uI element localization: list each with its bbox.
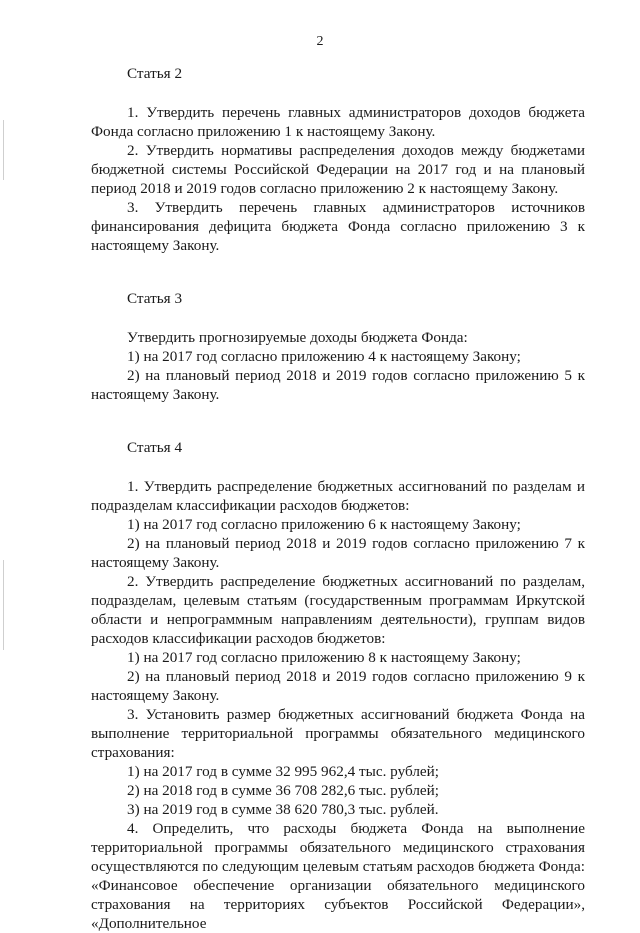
scan-edge-mark	[3, 560, 4, 650]
article-4-paragraph-4: 4. Определить, что расходы бюджета Фонда на выполнение территориальной программы обязательного медицинского страхования осуществляются по следующим целевым статьям расходов бюджета Фонда: «Финансовое обеспечение организации обязательного медицинского страхования на территориях субъектов Российской Федерации», «Дополнительное	[91, 820, 585, 932]
page-number: 2	[316, 34, 324, 49]
article-4-paragraph-2-item-2: 2) на плановый период 2018 и 2019 годов согласно приложению 9 к настоящему Закону.	[91, 668, 585, 704]
document-body	[91, 64, 585, 933]
article-2-item-3: 3. Утвердить перечень главных администраторов источников финансирования дефицита бюджета Фонда согласно приложению 3 к настоящему Закону.	[91, 199, 585, 254]
article-3-intro: Утвердить прогнозируемые доходы бюджета Фонда:	[127, 329, 468, 346]
article-2-heading: Статья 2	[127, 65, 183, 82]
article-4-paragraph-3: 3. Установить размер бюджетных ассигнований бюджета Фонда на выполнение территориальной программы обязательного медицинского страхования:	[91, 706, 585, 761]
article-3-item-1: 1) на 2017 год согласно приложению 4 к настоящему Закону;	[127, 348, 521, 365]
article-4-paragraph-3-item-2: 2) на 2018 год в сумме 36 708 282,6 тыс. рублей;	[127, 782, 439, 799]
article-4-paragraph-3-item-1: 1) на 2017 год в сумме 32 995 962,4 тыс. рублей;	[127, 763, 439, 780]
scan-edge-mark	[3, 120, 4, 180]
article-4-paragraph-2: 2. Утвердить распределение бюджетных ассигнований по разделам, подразделам, целевым статьям (государственным программам Иркутской области и непрограммным направлениям деятельности), группам видов расходов классификации расходов бюджетов:	[91, 573, 585, 647]
article-4-paragraph-3-item-3: 3) на 2019 год в сумме 38 620 780,3 тыс. рублей.	[127, 801, 439, 818]
article-2-item-1: 1. Утвердить перечень главных администраторов доходов бюджета Фонда согласно приложению 1 к настоящему Закону.	[91, 104, 585, 140]
article-2-item-2: 2. Утвердить нормативы распределения доходов между бюджетами бюджетной системы Российской Федерации на 2017 год и на плановый период 2018 и 2019 годов согласно приложению 2 к настоящему Закону.	[91, 142, 585, 197]
article-4-paragraph-1-item-1: 1) на 2017 год согласно приложению 6 к настоящему Закону;	[127, 516, 521, 533]
article-4-paragraph-1: 1. Утвердить распределение бюджетных ассигнований по разделам и подразделам классификации расходов бюджетов:	[91, 478, 585, 514]
article-3-heading: Статья 3	[127, 290, 183, 307]
article-3-item-2: 2) на плановый период 2018 и 2019 годов согласно приложению 5 к настоящему Закону.	[91, 367, 585, 403]
article-4-paragraph-1-item-2: 2) на плановый период 2018 и 2019 годов согласно приложению 7 к настоящему Закону.	[91, 535, 585, 571]
article-4-paragraph-2-item-1: 1) на 2017 год согласно приложению 8 к настоящему Закону;	[127, 649, 521, 666]
article-4-heading: Статья 4	[127, 439, 183, 456]
